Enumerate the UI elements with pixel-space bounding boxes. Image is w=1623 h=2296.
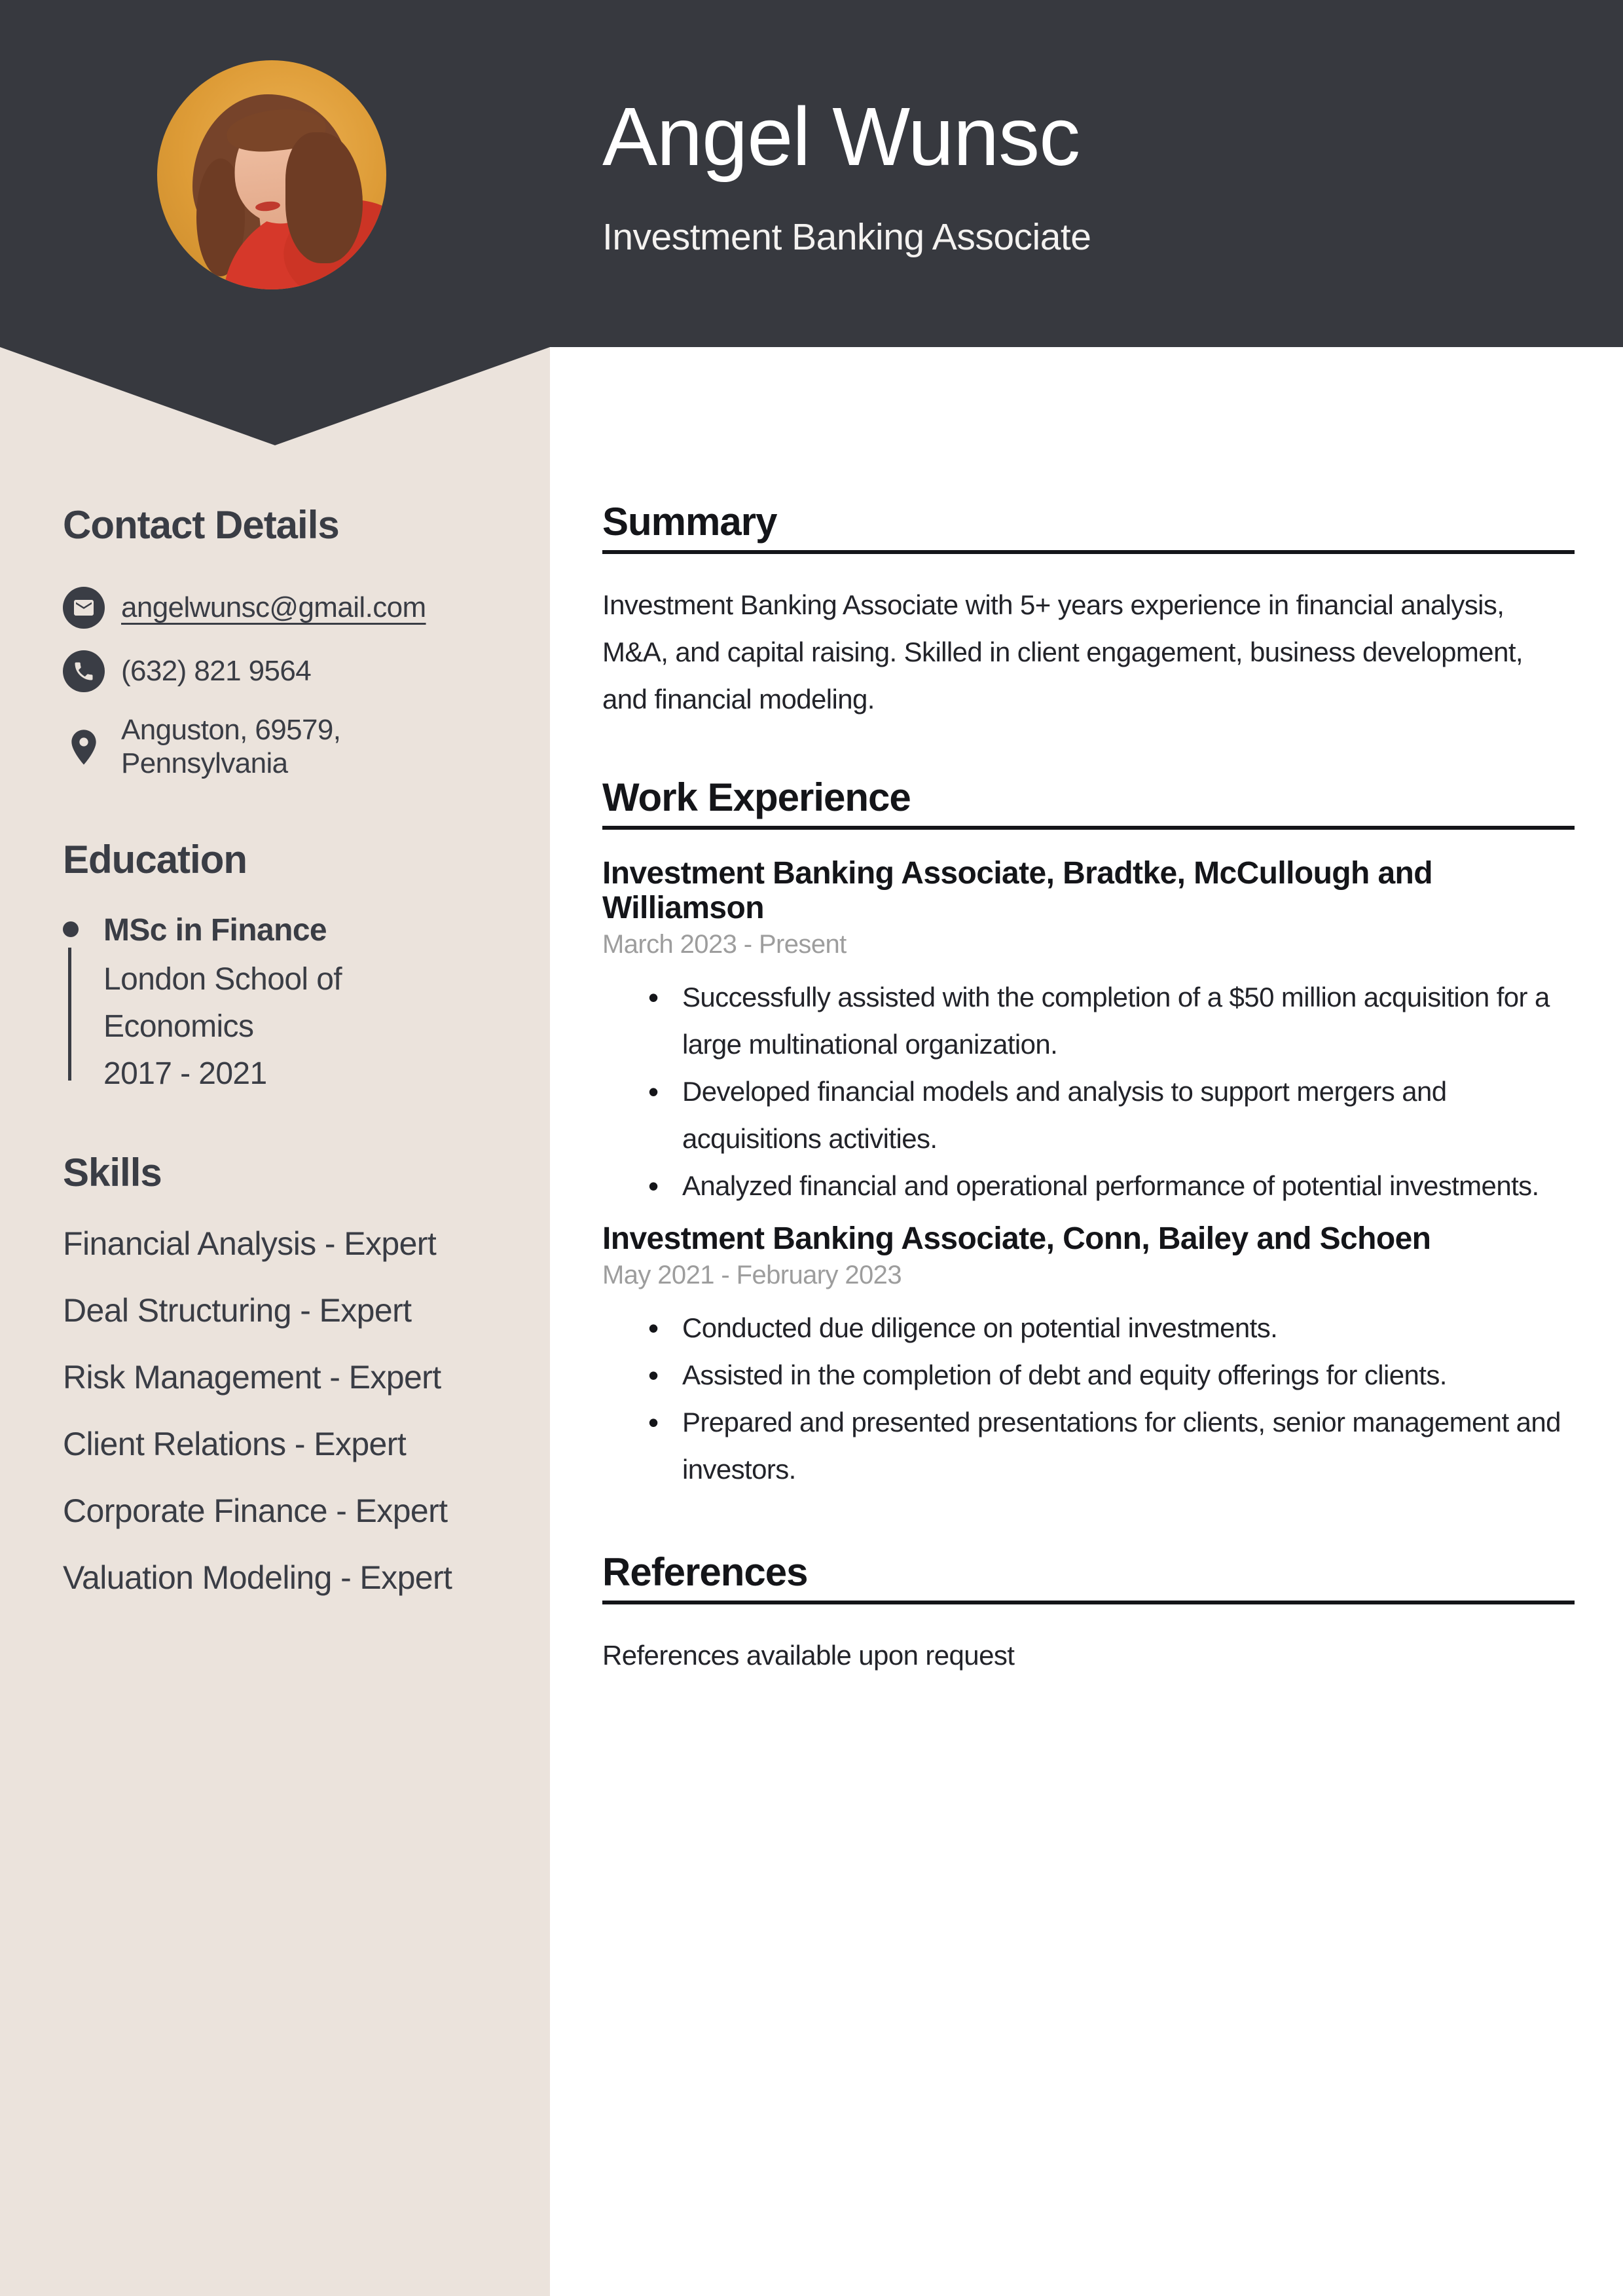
skills-list — [63, 1227, 513, 1595]
email-link[interactable]: angelwunsc@gmail.com — [121, 591, 426, 623]
job-title: Investment Banking Associate, Conn, Bailey and Schoen — [602, 1221, 1431, 1256]
email-icon — [63, 587, 105, 629]
contact-row-phone — [63, 650, 513, 692]
job-bullet: • Developed financial models and analysis to support mergers and acquisitions activities. — [602, 1068, 1575, 1162]
header-text — [602, 92, 1091, 259]
person-name: Angel Wunsc — [602, 90, 1080, 183]
contact-row-email — [63, 587, 513, 629]
skill-item: Deal Structuring - Expert — [63, 1292, 412, 1329]
job-bullet: • Analyzed financial and operational performance of potential investments. — [602, 1162, 1575, 1210]
skills-heading: Skills — [63, 1151, 162, 1195]
skill-item: Financial Analysis - Expert — [63, 1225, 437, 1263]
location-value: Anguston, 69579, Pennsylvania — [121, 714, 341, 779]
timeline-dot-icon — [63, 921, 79, 937]
avatar — [157, 60, 386, 289]
education-years: 2017 - 2021 — [103, 1056, 267, 1092]
job-bullet-list — [602, 1305, 1575, 1493]
job-bullet: • Assisted in the completion of debt and equity offerings for clients. — [602, 1352, 1575, 1399]
avatar-hair-curls — [285, 132, 363, 263]
contact-list — [63, 587, 513, 780]
job-entry — [602, 1221, 1575, 1493]
contact-details-heading: Contact Details — [63, 503, 339, 547]
skill-item: Client Relations - Expert — [63, 1426, 407, 1463]
job-bullet: • Prepared and presented presentations for clients, senior management and investors. — [602, 1399, 1575, 1493]
education-school: London School of Economics — [103, 962, 342, 1045]
location-icon — [63, 724, 105, 771]
summary-text: Investment Banking Associate with 5+ years experience in financial analysis, M&A, and capital raising. Skilled in client engagement, business development, and financial modeling. — [602, 589, 1523, 714]
job-title: Investment Banking Associate, Bradtke, McCullough and Williamson — [602, 856, 1432, 925]
timeline-line — [68, 948, 71, 1081]
job-bullet-list — [602, 974, 1575, 1210]
skill-item: Risk Management - Expert — [63, 1359, 441, 1396]
job-bullet: • Successfully assisted with the completion of a $50 million acquisition for a large multinational organization. — [602, 974, 1575, 1068]
phone-value: (632) 821 9564 — [121, 654, 312, 687]
skill-item: Valuation Modeling - Expert — [63, 1559, 452, 1597]
job-bullet: • Conducted due diligence on potential investments. — [602, 1305, 1575, 1352]
job-entry — [602, 856, 1575, 1210]
job-dates: March 2023 - Present — [602, 930, 847, 959]
contact-row-location — [63, 714, 513, 780]
education-degree: MSc in Finance — [103, 913, 327, 948]
skill-item: Corporate Finance - Expert — [63, 1492, 448, 1530]
summary-heading: Summary — [602, 501, 1575, 554]
education-entry — [63, 913, 513, 1098]
job-dates: May 2021 - February 2023 — [602, 1261, 902, 1289]
references-text: References available upon request — [602, 1640, 1015, 1671]
references-heading: References — [602, 1551, 1575, 1604]
education-heading: Education — [63, 838, 247, 882]
person-job-title: Investment Banking Associate — [602, 215, 1091, 258]
work-experience-heading: Work Experience — [602, 777, 1575, 830]
phone-icon — [63, 650, 105, 692]
